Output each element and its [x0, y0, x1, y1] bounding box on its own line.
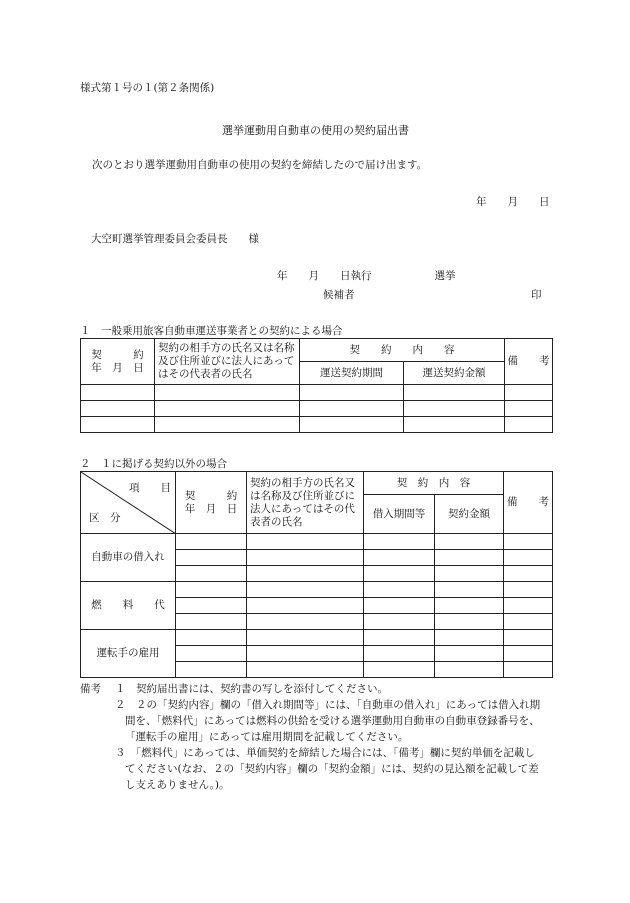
table-cell[interactable] [504, 630, 553, 646]
table-cell[interactable] [300, 385, 404, 401]
table-row [81, 582, 553, 598]
table-cell[interactable] [364, 646, 435, 662]
form-number: 様式第１号の１(第２条関係) [80, 82, 215, 94]
table-cell[interactable] [404, 417, 505, 433]
table-cell[interactable] [435, 550, 504, 566]
note-2-line-1: ２ ２の「契約内容」欄の「借入れ期間等」には、「自動車の借入れ」にあっては借入れ期 [115, 699, 541, 711]
table-cell[interactable] [155, 417, 300, 433]
table-cell[interactable] [364, 550, 435, 566]
seal-label: 印 [531, 289, 542, 301]
table-row [81, 401, 553, 417]
table-cell[interactable] [504, 662, 553, 678]
table-cell[interactable] [155, 385, 300, 401]
table-cell[interactable] [404, 385, 505, 401]
s2-header-period: 借入期間等 [364, 495, 435, 534]
table-cell[interactable] [300, 417, 404, 433]
s2-header-contract-date: 契 約 年 月 日 [176, 472, 247, 534]
table-row [81, 385, 553, 401]
table-cell[interactable] [81, 385, 155, 401]
table-cell[interactable] [155, 401, 300, 417]
table-cell[interactable] [176, 662, 247, 678]
table-cell[interactable] [504, 550, 553, 566]
table-cell[interactable] [247, 534, 364, 550]
s1-header-amount: 運送契約金額 [404, 362, 505, 385]
table-cell[interactable] [364, 614, 435, 630]
table-cell[interactable] [364, 630, 435, 646]
table-cell[interactable] [364, 582, 435, 598]
table-cell[interactable] [435, 614, 504, 630]
table-cell[interactable] [505, 417, 553, 433]
candidate-label: 候補者 [323, 289, 355, 301]
row-label-vehicle-rental: 自動車の借入れ [81, 534, 176, 582]
section1-table [80, 338, 553, 433]
note-3-line-2: てください(なお、２の「契約内容」欄の「契約金額」には、契約の見込額を記載して差 [125, 763, 539, 775]
table-cell[interactable] [247, 614, 364, 630]
table-cell[interactable] [505, 401, 553, 417]
s2-header-diagonal-cell [81, 472, 176, 534]
table-cell[interactable] [504, 646, 553, 662]
table-cell[interactable] [176, 582, 247, 598]
s1-header-period: 運送契約期間 [300, 362, 404, 385]
s2-header-category: 区 分 [89, 512, 121, 524]
table-cell[interactable] [504, 582, 553, 598]
table-cell[interactable] [247, 550, 364, 566]
document-title: 選挙運動用自動車の使用の契約届出書 [222, 124, 409, 137]
table-cell[interactable] [176, 646, 247, 662]
note-2-line-3: 「運転手の雇用」にあっては雇用期間を記載してください。 [125, 731, 409, 743]
table-cell[interactable] [247, 630, 364, 646]
notes-label: 備考 [80, 683, 101, 695]
table-cell[interactable] [364, 534, 435, 550]
table-cell[interactable] [176, 534, 247, 550]
table-cell[interactable] [435, 662, 504, 678]
s1-header-contract-content: 契 約 内 容 [300, 339, 505, 362]
submission-date: 年 月 日 [476, 196, 550, 208]
table-cell[interactable] [247, 582, 364, 598]
table-cell[interactable] [81, 417, 155, 433]
table-cell[interactable] [504, 614, 553, 630]
table-cell[interactable] [176, 614, 247, 630]
table-cell[interactable] [504, 598, 553, 614]
note-1: １ 契約届出書には、契約書の写しを添付してください。 [115, 683, 388, 695]
table-cell[interactable] [435, 598, 504, 614]
section2-heading: ２ １に掲げる契約以外の場合 [80, 458, 227, 470]
s2-header-counterparty: 契約の相手方の氏名又は名称及び住所並びに法人にあってはその代表者の氏名 [247, 472, 364, 534]
s1-header-remarks: 備 考 [505, 339, 553, 385]
section2-table [80, 471, 553, 678]
table-cell[interactable] [504, 534, 553, 550]
table-row [81, 534, 553, 550]
table-cell[interactable] [435, 630, 504, 646]
table-cell[interactable] [505, 385, 553, 401]
s2-header-item: 項 目 [129, 482, 171, 494]
section1-heading: １ 一般乗用旅客自動車運送事業者との契約による場合 [80, 325, 343, 337]
table-cell[interactable] [176, 550, 247, 566]
table-cell[interactable] [247, 646, 364, 662]
table-cell[interactable] [176, 630, 247, 646]
note-2-line-2: 間を、「燃料代」にあっては燃料の供給を受ける選挙運動用自動車の自動車登録番号を、 [125, 715, 540, 727]
table-cell[interactable] [247, 662, 364, 678]
note-3-line-1: ３ 「燃料代」にあっては、単価契約を締結した場合には、「備考」欄に契約単価を記載し [115, 747, 535, 759]
election-line: 年 月 日執行 選挙 [277, 270, 456, 282]
s2-header-contract-content: 契 約 内 容 [364, 472, 504, 495]
s2-header-remarks: 備 考 [504, 472, 553, 534]
table-cell[interactable] [435, 582, 504, 598]
table-cell[interactable] [435, 566, 504, 582]
s1-header-counterparty: 契約の相手方の氏名又は名称及び住所並びに法人にあってはその代表者の氏名 [155, 339, 300, 385]
table-cell[interactable] [176, 566, 247, 582]
table-cell[interactable] [81, 401, 155, 417]
table-cell[interactable] [504, 566, 553, 582]
row-label-driver-employment: 運転手の雇用 [81, 630, 176, 678]
table-cell[interactable] [247, 566, 364, 582]
table-cell[interactable] [435, 646, 504, 662]
table-cell[interactable] [300, 401, 404, 417]
table-cell[interactable] [404, 401, 505, 417]
table-row [81, 630, 553, 646]
intro-text: 次のとおり選挙運動用自動車の使用の契約を締結したので届け出ます。 [92, 159, 428, 171]
table-cell[interactable] [364, 598, 435, 614]
table-cell[interactable] [247, 598, 364, 614]
note-3-line-3: し支えありません。)。 [125, 779, 230, 791]
table-cell[interactable] [176, 598, 247, 614]
table-cell[interactable] [364, 566, 435, 582]
table-cell[interactable] [364, 662, 435, 678]
s1-header-contract-date: 契 約 年 月 日 [81, 339, 155, 385]
table-cell[interactable] [435, 534, 504, 550]
row-label-fuel: 燃 料 代 [81, 582, 176, 630]
table-row [81, 417, 553, 433]
addressee: 大空町選挙管理委員会委員長 様 [91, 233, 259, 245]
s2-header-amount: 契約金額 [435, 495, 504, 534]
